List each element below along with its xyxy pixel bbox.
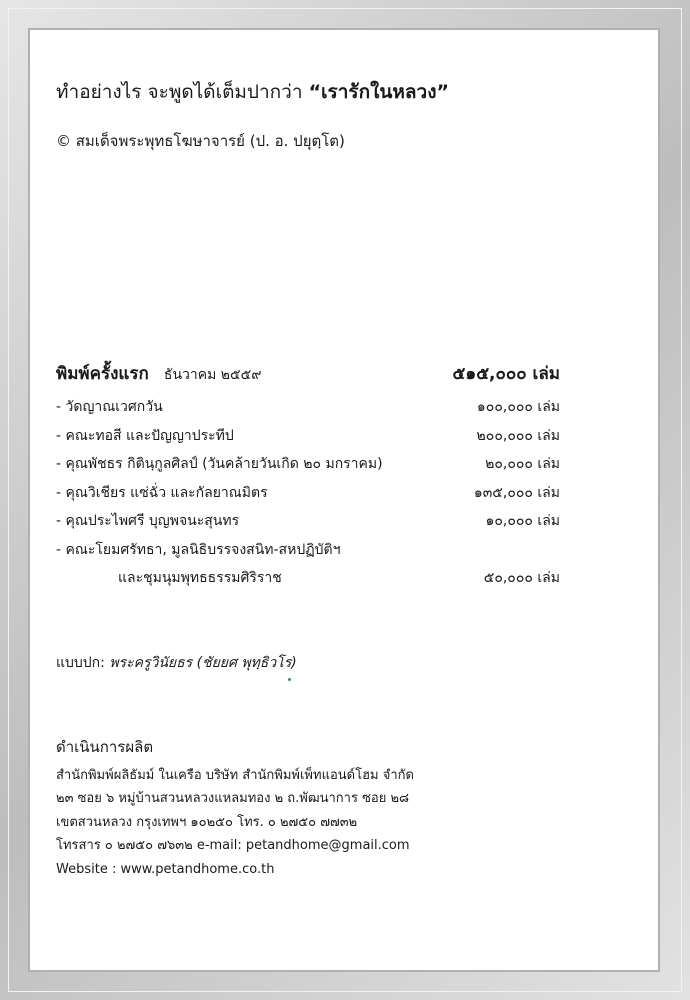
cover-designer: พระครูวินัยธร (ชัยยศ พุทฺธิวโร) <box>109 655 297 671</box>
list-item <box>56 567 560 596</box>
fax-email-line: โทรสาร ๐ ๒๗๕๐ ๗๖๓๒ e-mail: petandhome@gmail.com <box>56 838 410 853</box>
list-item <box>56 425 560 454</box>
copyright-author: © สมเด็จพระพุทธโฆษาจารย์ (ป. อ. ปยุตฺโต) <box>56 132 345 150</box>
donor-amount: ๒๐,๐๐๐ เล่ม <box>485 456 560 472</box>
donor-amount: ๑๐๐,๐๐๐ เล่ม <box>476 399 560 415</box>
book-title <box>56 80 449 104</box>
list-item <box>56 396 560 425</box>
edition-label: พิมพ์ครั้งแรก <box>56 364 149 384</box>
list-item <box>56 482 560 511</box>
title-prefix: ทำอย่างไร จะพูดได้เต็มปากว่า <box>56 81 309 103</box>
cover-design-credit <box>56 652 297 674</box>
cover-label: แบบปก: <box>56 655 110 671</box>
donor-name: - คุณประไพศรี บุญพจนะสุนทร <box>56 513 240 529</box>
address-phone-line: เขตสวนหลวง กรุงเทพฯ ๑๐๒๕๐ โทร. ๐ ๒๗๕๐ ๗๗๓๒ <box>56 814 358 830</box>
donor-list <box>56 396 560 596</box>
edition-info <box>56 360 261 387</box>
stray-dot <box>288 678 291 681</box>
donor-amount: ๒๐๐,๐๐๐ เล่ม <box>476 427 560 444</box>
title-quote: “เรารักในหลวง” <box>308 81 449 103</box>
production-heading: ดำเนินการผลิต <box>56 738 154 756</box>
edition-row <box>56 360 560 387</box>
donor-name: และชุมนุมพุทธธรรมศิริราช <box>118 570 282 586</box>
list-item <box>56 453 560 482</box>
address-line: ๒๓ ซอย ๖ หมู่บ้านสวนหลวงแหลมทอง ๒ ถ.พัฒนาการ ซอย ๒๘ <box>56 791 410 806</box>
donor-amount: ๑๐,๐๐๐ เล่ม <box>485 513 560 529</box>
donor-amount: ๑๓๕,๐๐๐ เล่ม <box>473 484 560 501</box>
donor-amount: ๕๐,๐๐๐ เล่ม <box>483 570 560 586</box>
edition-date: ธันวาคม ๒๕๕๙ <box>163 367 262 383</box>
donor-name: - วัดญาณเวศกวัน <box>56 399 163 415</box>
website-line: Website : www.petandhome.co.th <box>56 861 275 877</box>
donor-name: - คุณพัชธร กิตินฺกูลศิลป์ (วันคล้ายวันเกิด ๒๐ มกราคม) <box>56 456 383 472</box>
publisher-line: สำนักพิมพ์ผลิธัมม์ ในเครือ บริษัท สำนักพิมพ์เพ็ทแอนด์โฮม จำกัด <box>56 767 414 783</box>
donor-name: - คณะทอสี และปัญญาประทีป <box>56 427 234 444</box>
list-item <box>56 510 560 539</box>
donor-name: - คุณวิเชียร แซ่ฉั่ว และกัลยาณมิตร <box>56 484 268 501</box>
donor-name: - คณะโยมศรัทธา, มูลนิธิบรรจงสนิท-สหปฏิบัติฯ <box>56 541 341 558</box>
production-info <box>56 736 414 881</box>
edition-total: ๕๑๕,๐๐๐ เล่ม <box>452 364 560 384</box>
list-item <box>56 539 560 568</box>
